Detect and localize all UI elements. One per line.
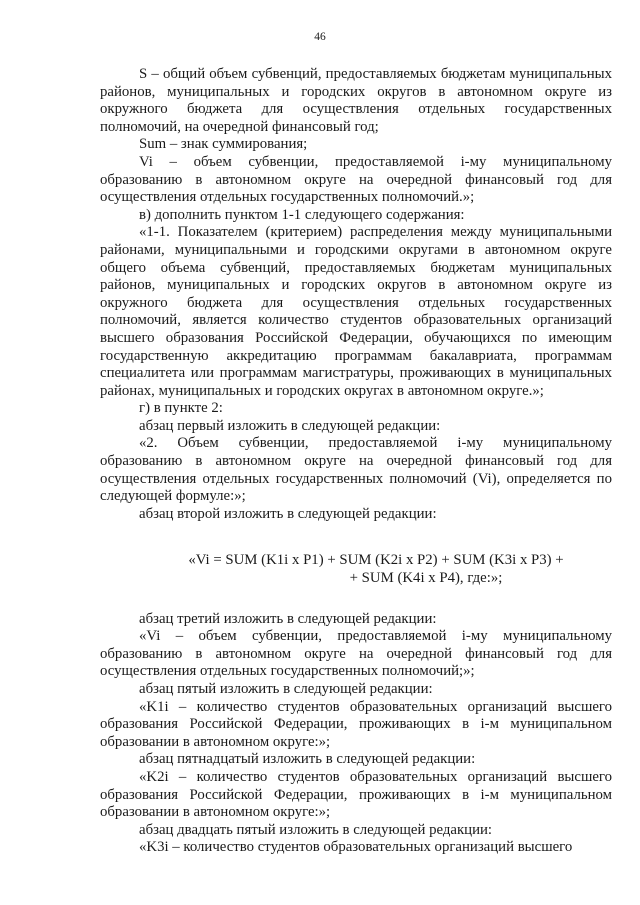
paragraph: абзац третий изложить в следующей редакции:: [139, 610, 437, 627]
paragraph: Sum – знак суммирования;: [139, 136, 308, 153]
document-body: [100, 66, 612, 857]
paragraph: абзац второй изложить в следующей редакции:: [139, 505, 437, 522]
paragraph: S – общий объем субвенций, предоставляемых бюджетам муниципальных районов, муниципальных и городских округов в автономном округе из окружного бюджета для осуществления отдельных государственных полномочий, на очередной финансовый год;: [100, 66, 612, 135]
paragraph: абзац пятнадцатый изложить в следующей редакции:: [139, 751, 476, 768]
formula-line-2: + SUM (K4i x P4), где:»;: [349, 570, 503, 587]
formula-line-1: «Vi = SUM (K1i x P1) + SUM (K2i x P2) + SUM (K3i x P3) +: [188, 552, 564, 569]
paragraph: «K2i – количество студентов образовательных организаций высшего образования Российской Федерации, проживающих в i-м муниципальном образовании в автономном округе:»;: [100, 768, 612, 821]
paragraph: абзац первый изложить в следующей редакции:: [139, 417, 441, 434]
paragraph: «K3i – количество студентов образовательных организаций высшего: [139, 839, 573, 856]
paragraph: г) в пункте 2:: [139, 400, 223, 417]
paragraph: абзац пятый изложить в следующей редакции:: [139, 681, 433, 697]
paragraph: «1-1. Показателем (критерием) распределения между муниципальными районами, муниципальными и городскими округами в автономном округе общего объема субвенций, предоставляемых бюджетам муниципальных районов, муниципальных и городских округов в автономном округе из окружного бюджета для осуществления отдельных государственных полномочий, является количество студентов образовательных организаций высшего образования Российской Федерации, обучающихся по имеющим государственную аккредитацию программам бакалавриата, программам специалитета или программам магистратуры, проживающих в муниципальных районах, муниципальных и городских округах в автономном округе.»;: [100, 224, 612, 399]
paragraph: в) дополнить пунктом 1-1 следующего содержания:: [139, 206, 465, 223]
paragraph: абзац двадцать пятый изложить в следующей редакции:: [139, 821, 493, 838]
formula: [100, 552, 612, 587]
page-number: 46: [314, 31, 326, 43]
paragraph: Vi – объем субвенции, предоставляемой i-му муниципальному образованию в автономном округе на очередной финансовый год для осуществления отдельных государственных полномочий.»;: [100, 153, 612, 206]
paragraph: «Vi – объем субвенции, предоставляемой i-му муниципальному образованию в автономном округе на очередной финансовый год для осуществления отдельных государственных полномочий;»;: [100, 628, 612, 680]
paragraph: «K1i – количество студентов образовательных организаций высшего образования Российской Федерации, проживающих в i-м муниципальном образовании в автономном округе:»;: [100, 698, 612, 750]
paragraph: «2. Объем субвенции, предоставляемой i-му муниципальному образованию в автономном округе на очередной финансовый год для осуществления отдельных государственных полномочий (Vi), определяется по следующей формуле:»;: [100, 435, 612, 505]
